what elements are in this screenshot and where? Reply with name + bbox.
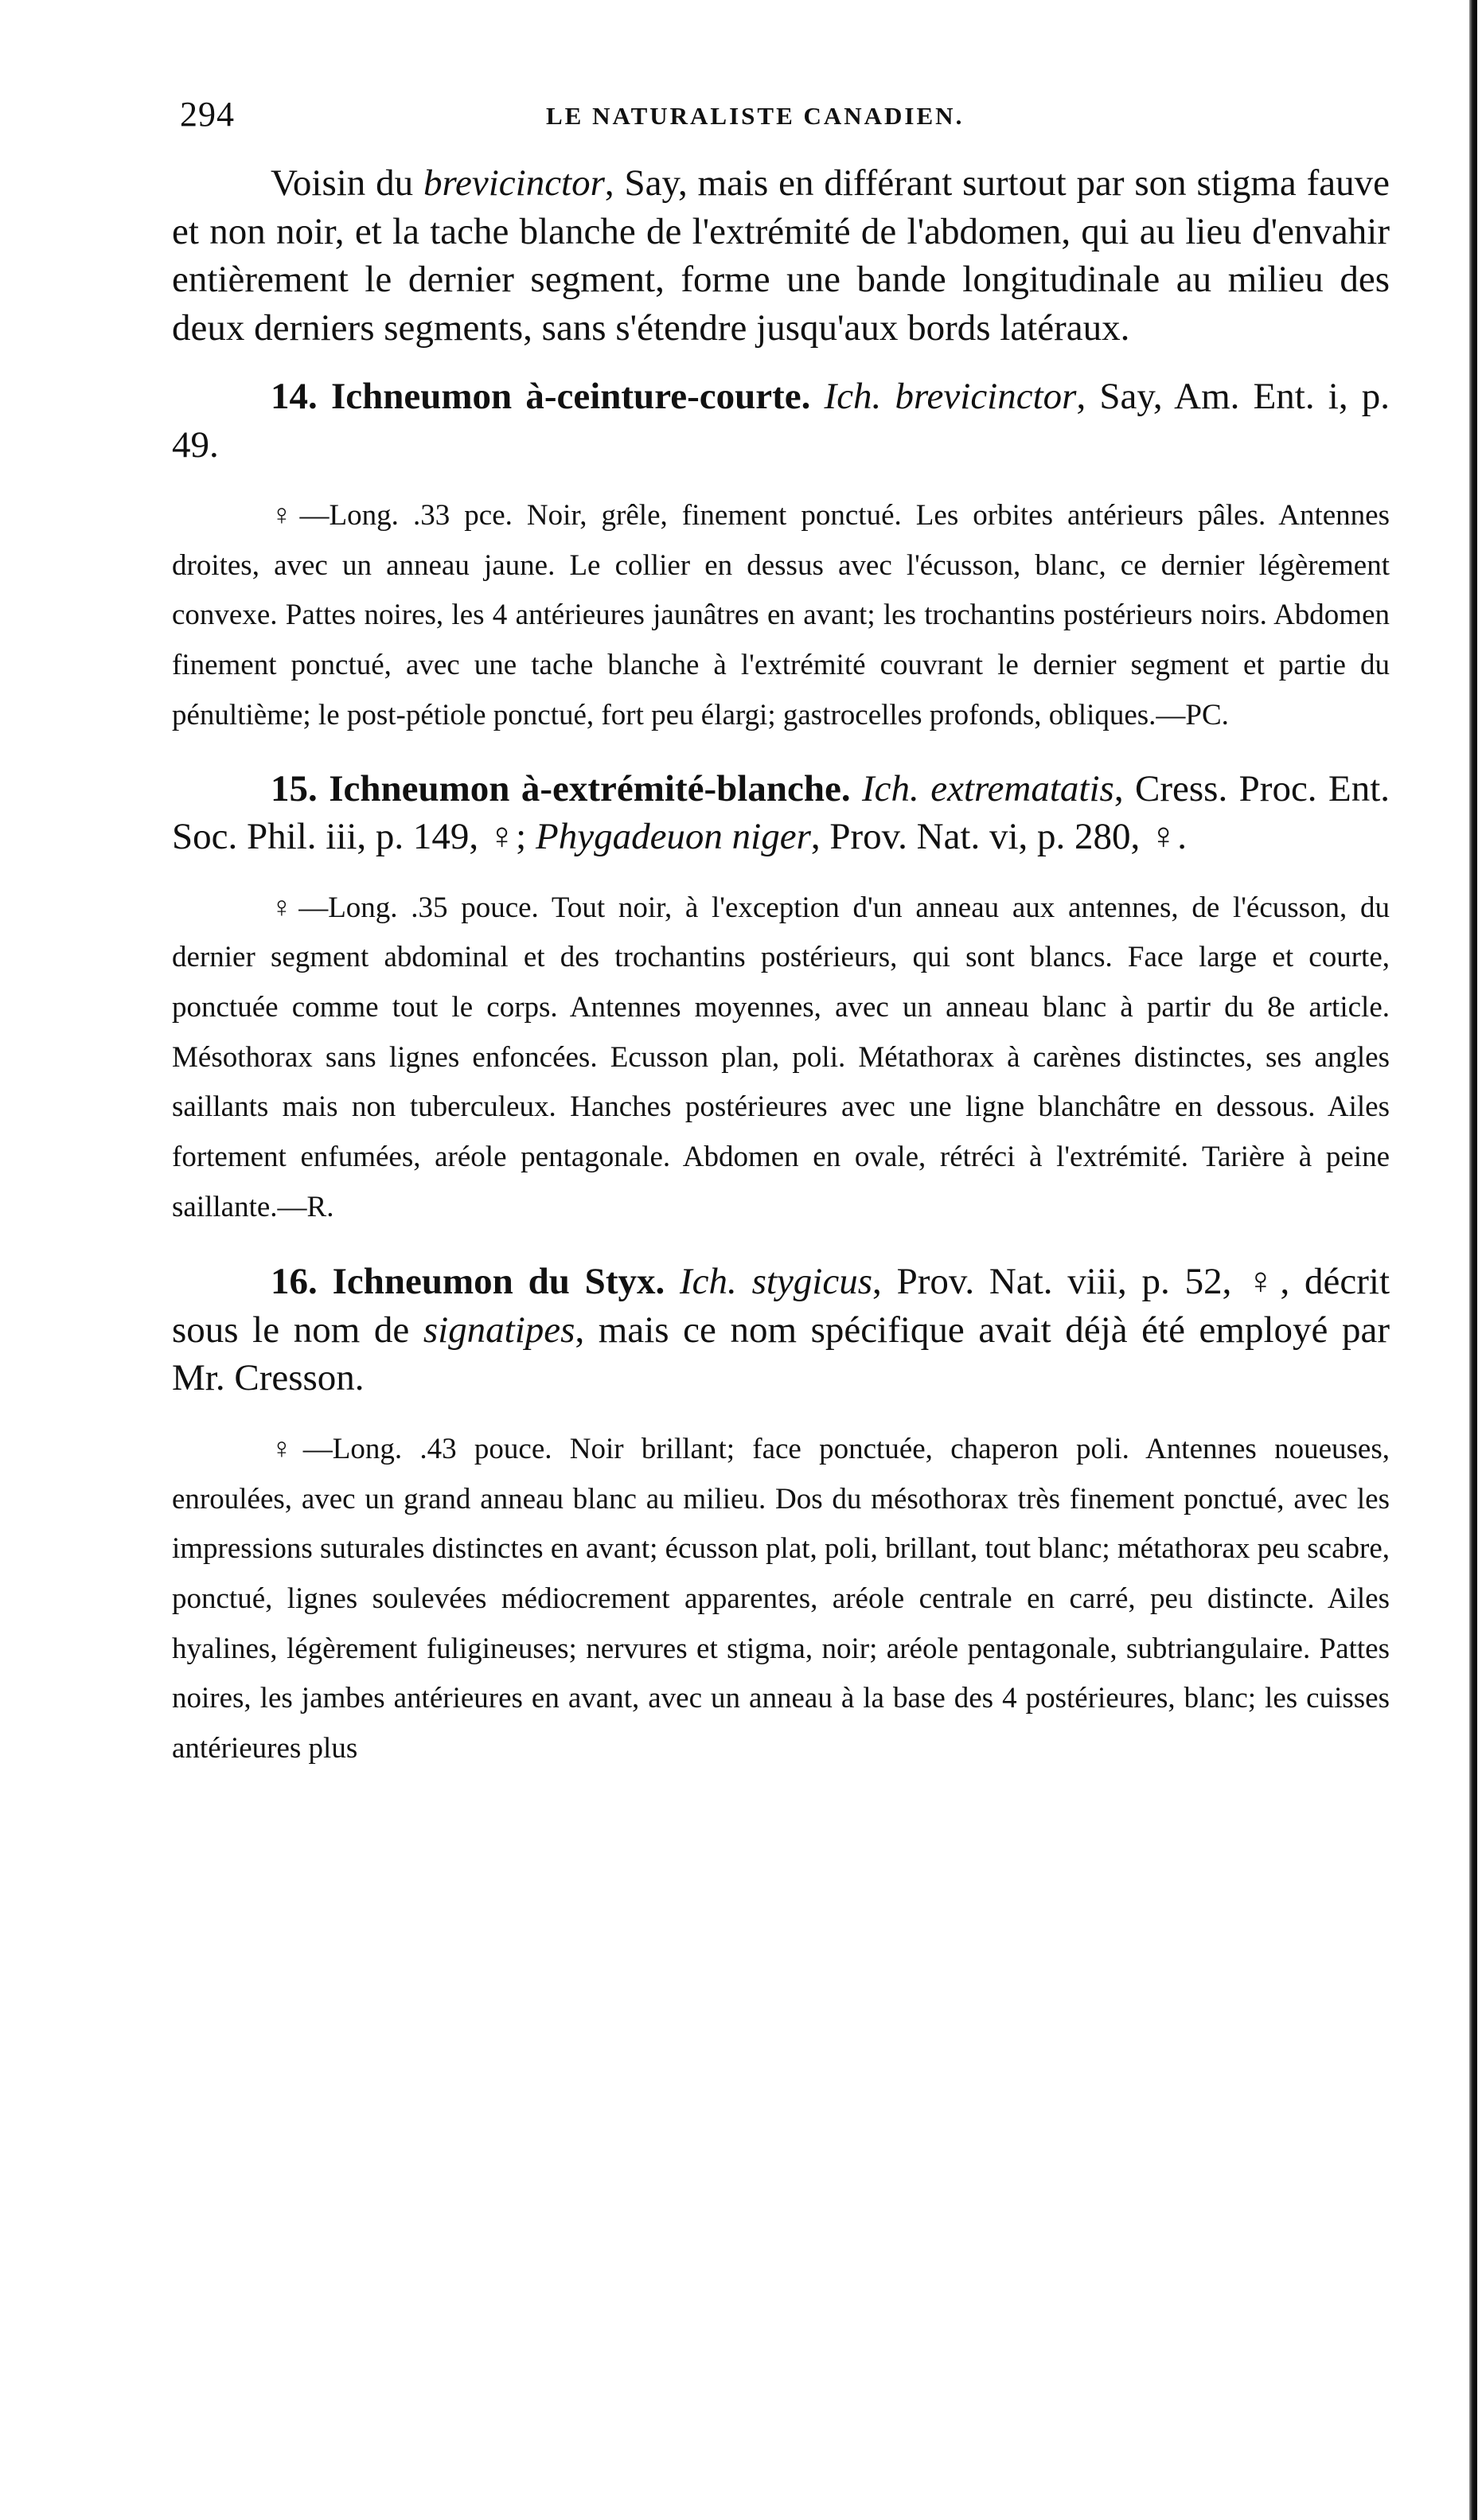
species-name: Ichneumon du Styx. xyxy=(332,1261,665,1303)
reference-italic: Ich. brevicinctor xyxy=(824,376,1077,417)
intro-paragraph: Voisin du brevicinctor, Say, mais en différant surtout par son stigma fauve et non noir, et la tache blanche de l'extrémité de l'abdomen, qui au lieu d'envahir entièrement le dernier segment, forme une bande longitudinale au milieu des deux derniers segments, sans s'étendre jusqu'aux bords latéraux. xyxy=(172,162,1390,349)
synonym-text: , Prov. Nat. vi, p. 280, ♀. xyxy=(810,816,1188,858)
entry-14-heading xyxy=(172,373,1390,469)
entry-number: 14. xyxy=(271,376,318,417)
entry-16-heading xyxy=(172,1258,1390,1402)
reference-italic: Ich. extrematatis xyxy=(862,767,1114,809)
entry-number: 16. xyxy=(271,1261,318,1303)
entry-15-description: ♀—Long. .35 pouce. Tout noir, à l'exception d'un anneau aux antennes, de l'écusson, du dernier segment abdominal et des trochantins postérieurs, qui sont blancs. Face large et courte, ponctuée comme tout le corps. Antennes moyennes, avec un anneau blanc à partir du 8e article. Mésothorax sans lignes enfoncées. Ecusson plan, poli. Métathorax à carènes distinctes, ses angles saillants mais non tuberculeux. Hanches postérieures avec une ligne blanchâtre en dessous. Ailes fortement enfumées, aréole pentagonale. Abdomen en ovale, rétréci à l'extrémité. Tarière à peine saillante.—R. xyxy=(172,891,1390,1223)
entry-16-description: ♀—Long. .43 pouce. Noir brillant; face ponctuée, chaperon poli. Antennes noueuses, enroulées, avec un grand anneau blanc au milieu. Dos du mésothorax très finement ponctué, avec les impressions suturales distinctes en avant; écusson plat, poli, brillant, tout blanc; métathorax peu scabre, ponctué, lignes soulevées médiocrement apparentes, aréole centrale en carré, peu distincte. Ailes hyalines, légèrement fuligineuses; nervures et stigma, noir; aréole pentagonale, subtriangulaire. Pattes noires, les jambes antérieures en avant, avec un anneau à la base des 4 postérieures, blanc; les cuisses antérieures plus xyxy=(172,1432,1390,1765)
synonym-italic: Phygadeuon niger xyxy=(536,816,811,858)
running-head: LE NATURALISTE CANADIEN. xyxy=(546,102,965,130)
species-italic: brevicinctor xyxy=(423,162,605,204)
page-body xyxy=(172,159,1390,1774)
entry-number: 15. xyxy=(271,767,318,809)
page-header xyxy=(180,94,1087,142)
species-name: Ichneumon à-ceinture-courte. xyxy=(330,376,811,417)
page-number: 294 xyxy=(180,95,235,134)
reference-italic: Ich. stygicus xyxy=(680,1261,873,1303)
species-name: Ichneumon à-extrémité-blanche. xyxy=(329,767,851,809)
reference-text: , Say, Am. Ent. i, p. 49. xyxy=(172,376,1390,466)
synonym-text: , mais ce nom spécifique avait déjà été employé par Mr. Cresson. xyxy=(172,1309,1390,1399)
reference-text: , Cress. Proc. Ent. Soc. Phil. iii, p. 149, ♀; xyxy=(172,767,1390,858)
entry-14-description: ♀—Long. .33 pce. Noir, grêle, finement ponctué. Les orbites antérieurs pâles. Antennes droites, avec un anneau jaune. Le collier en dessus avec l'écusson, blanc, ce dernier légèrement convexe. Pattes noires, les 4 antérieures jaunâtres en avant; les trochantins postérieurs noirs. Abdomen finement ponctué, avec une tache blanche à l'extrémité couvrant le dernier segment et partie du pénultième; le post-pétiole ponctué, fort peu élargi; gastrocelles profonds, obliques.—PC. xyxy=(172,499,1390,731)
reference-text: , Prov. Nat. viii, p. 52, ♀, décrit sous le nom de xyxy=(172,1261,1390,1351)
synonym-italic: signatipes xyxy=(423,1309,575,1351)
page-edge-binding xyxy=(1469,0,1477,2520)
entry-15-heading xyxy=(172,765,1390,861)
